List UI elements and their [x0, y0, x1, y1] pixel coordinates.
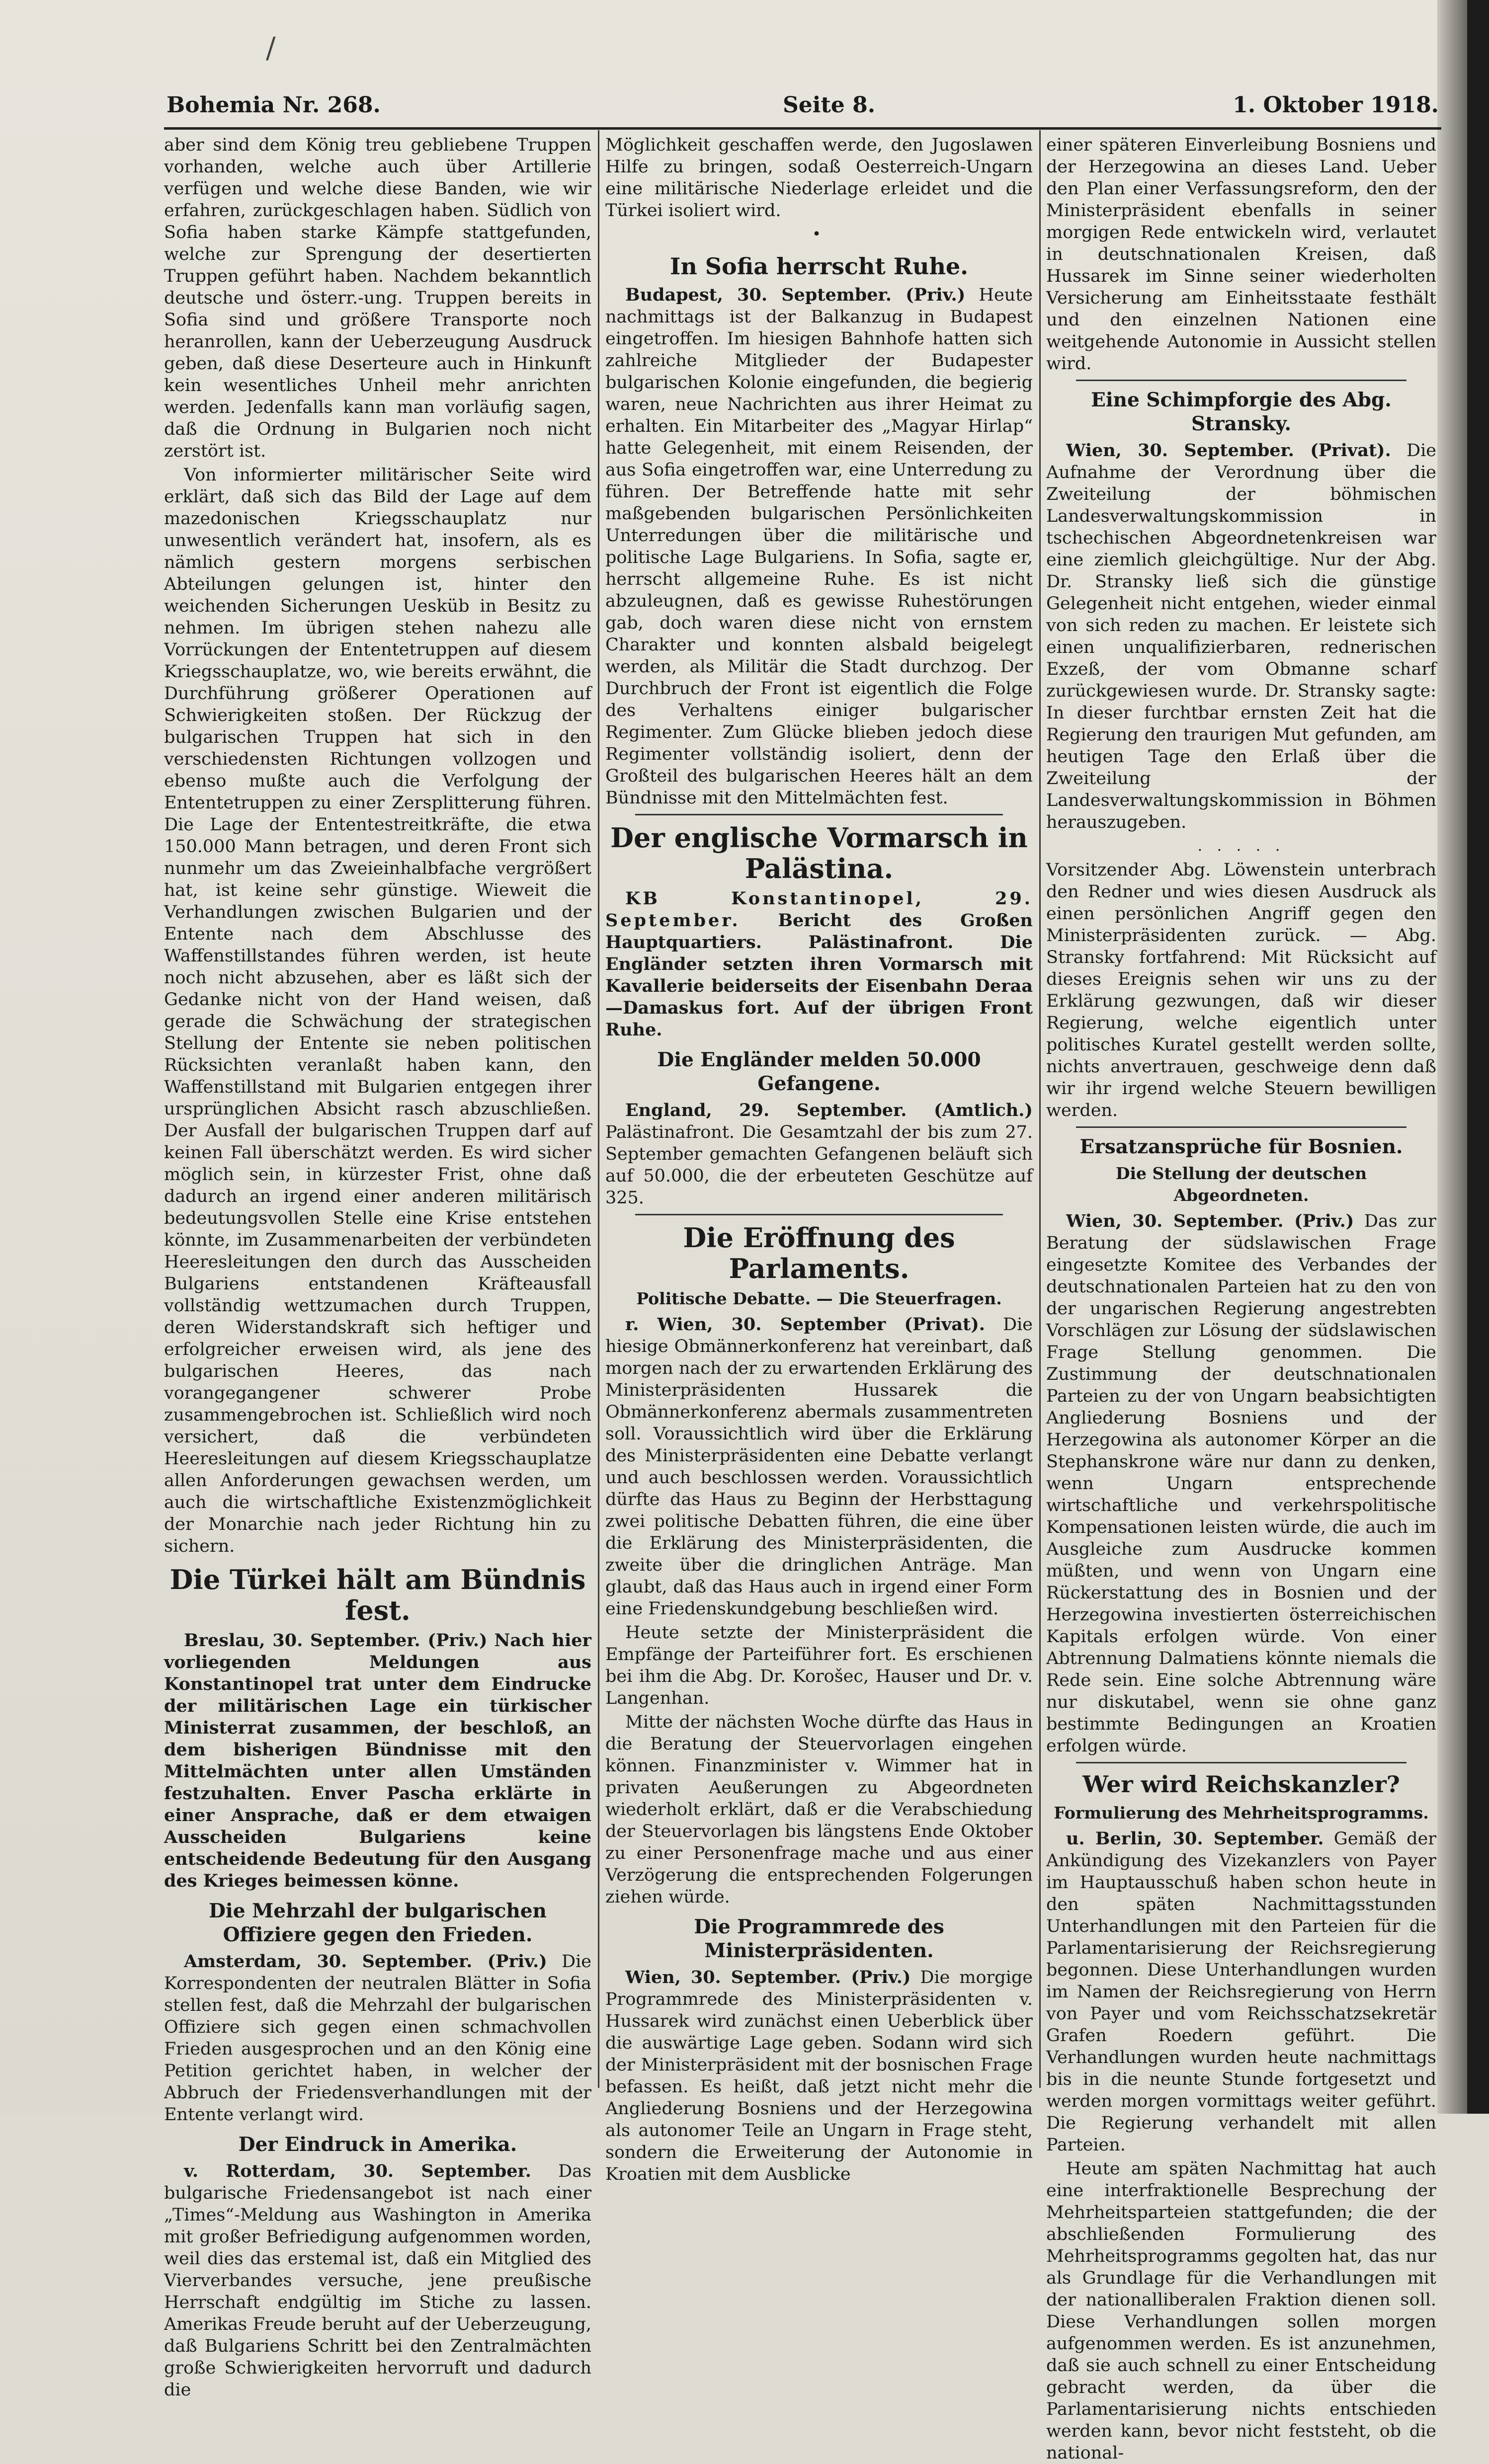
- separator-rule: [1076, 1762, 1406, 1763]
- paragraph: Vorsitzender Abg. Löwenstein unterbrach den Redner und wies diesen Ausdruck als einen persönlichen Angriff gegen den Ministerpräsidenten zurück. — Abg. Stransky fortfahrend: Mit Rücksicht auf dieses Ereignis sehen wir uns zu der Erklärung gezwungen, daß wir dieser Regierung, welche eigentlich unter politisches Kuratel gestellt werden sollte, nichts anvertrauen, geschweige denn daß wir ihr irgend welche Steuern bewilligen werden.: [1046, 860, 1436, 1120]
- newspaper-issue: Bohemia Nr. 268.: [166, 92, 381, 118]
- scan-edge: [1467, 0, 1489, 2114]
- article-subheadline: Die Stellung der deutschen Abgeordneten.: [1115, 1164, 1367, 1205]
- pen-mark: /: [266, 31, 276, 65]
- article-headline: Die Mehrzahl der bulgarischen Offiziere gegen den Frieden.: [209, 1900, 547, 1946]
- scan-edge-shadow: [1437, 0, 1467, 2114]
- column-3: [1046, 134, 1436, 2463]
- paragraph: einer späteren Einverleibung Bosniens und der Herzegowina an dieses Land. Ueber den Plan einer Verfassungsreform, den der Ministerpräsident ebenfalls in seiner morgigen Rede entwickeln wird, verlautet in deutschnationalen Kreisen, daß Hussarek im Sinne seiner wiederholten Versicherung am Einheitsstaate festhält und den einzelnen Nationen eine weitgehende Autonomie in Aussicht stellen wird.: [1046, 135, 1436, 374]
- separator-rule: [635, 1214, 1003, 1215]
- column-2: [605, 134, 1033, 2184]
- separator-rule: [1076, 380, 1406, 381]
- dateline: England, 29. September. (Amtlich.): [625, 1100, 1033, 1120]
- article-headline: Wer wird Reichskanzler?: [1082, 1771, 1400, 1798]
- article-headline: Ersatzansprüche für Bosnien.: [1079, 1135, 1403, 1158]
- paragraph: Heute am späten Nachmittag hat auch eine interfraktionelle Besprechung der Mehrheitsparteien stattgefunden; die der abschließenden Formulierung des Mehrheitsprogramms gegolten hat, das nur als Grundlage für die Verhandlungen mit der nationalliberalen Fraktion dienen soll. Diese Verhandlungen sollen morgen aufgenommen werden. Es ist anzunehmen, daß sie auch schnell zu einer Entscheidung gebracht werden, da über die Parlamentarisierung nichts entschieden werden kann, bevor nicht feststeht, ob die national-: [1046, 2159, 1436, 2463]
- separator-rule: [635, 814, 1003, 815]
- dateline: Wien, 30. September. (Priv.): [1066, 1211, 1354, 1231]
- paragraph: Möglichkeit geschaffen werde, den Jugoslawen Hilfe zu bringen, sodaß Oesterreich-Ungarn eine militärische Niederlage erleidet und die Türkei isoliert wird.: [605, 135, 1033, 221]
- paragraph: Von informierter militärischer Seite wird erklärt, daß sich das Bild der Lage auf dem mazedonischen Kriegsschauplatz nur unwesentlich verändert hat, insofern, als es nämlich gestern morgens serbischen Abteilungen gelungen ist, hinter den weichenden Sicherungen Uesküb in Besitz zu nehmen. Im übrigen stehen nahezu alle Vorrückungen der Ententetruppen auf diesem Kriegsschauplatze, wo, wie bereits erwähnt, die Durchführung größerer Operationen auf Schwierigkeiten stoßen. Der Rückzug der bulgarischen Truppen hat sich in den verschiedensten Richtungen vollzogen und ebenso mußte auch die Verfolgung der Ententetruppen zu einer Zersplitterung führen. Die Lage der Ententestreitkräfte, die etwa 150.000 Mann betragen, und deren Front sich nunmehr um das Zweieinhalbfache vergrößert hat, ist keine sehr günstige. Wieweit die Verhandlungen zwischen Bulgarien und der Entente nach dem Abschlusse des Waffenstillstandes führen werden, ist heute noch nicht abzusehen, aber es läßt sich der Gedanke nicht von der Hand weisen, daß gerade die Schwächung der strategischen Stellung der Entente sie neben politischen Rücksichten veranlaßt haben kann, den Waffenstillstand mit Bulgarien entgegen ihrer ursprünglichen Absicht rasch abzuschließen. Der Ausfall der bulgarischen Truppen darf auf keinen Fall überschätzt werden. Es wird sicher möglich sein, in kürzester Frist, ohne daß dadurch an irgend einer anderen militärisch bedeutungsvollen Stelle eine Krise entstehen könnte, im Zusammenarbeiten der verbündeten Heeresleitungen den durch das Ausscheiden Bulgariens entstandenen Kräfteausfall vollständig wettzumachen durch Truppen, deren Widerstandskraft sich heftiger und erfolgreicher erweisen wird, als jene des bulgarischen Heeres, das nach vorangegangener schwerer Probe zusammengebrochen ist. Schließlich wird noch versichert, daß die verbündeten Heeresleitungen auf diesem Kriegsschauplatze allen Anforderungen gewachsen werden, um auch die wirtschaftliche Existenzmöglichkeit der Monarchie nach jeder Richtung hin zu sichern.: [164, 465, 591, 1556]
- article-text: Gemäß der Ankündigung des Vizekanzlers von Payer im Hauptausschuß haben schon heute in den späten Nachmittagsstunden Unterhandlungen mit den Parteien für die Parlamentarisierung der Reichsregierung begonnen. Diese Unterhandlungen wurden im Namen der Reichsregierung von Herrn von Payer und vom Reichsschatzsekretär Grafen Roedern geführt. Die Verhandlungen wurden heute nachmittags bis in die neunte Stunde fortgesetzt und werden morgen vormittags weiter geführt. Die Regierung verhandelt mit allen Parteien.: [1046, 1829, 1436, 2155]
- paragraph: Mitte der nächsten Woche dürfte das Haus in die Beratung der Steuervorlagen eingehen können. Finanzminister v. Wimmer hat in privaten Aeußerungen zu Abgeordneten wiederholt erklärt, daß er die Verabschiedung der Steuervorlagen bis längstens Ende Oktober zu einer Personenfrage mache und aus einer Verzögerung die entsprechenden Folgerungen ziehen würde.: [605, 1712, 1033, 1907]
- article-text: Die Aufnahme der Verordnung über die Zweiteilung der böhmischen Landesverwaltungskommission in tschechischen Abgeordnetenkreisen war eine ziemlich gleichgültige. Nur der Abg. Dr. Stransky ließ sich die günstige Gelegenheit nicht entgehen, wieder einmal von sich reden zu machen. Er leistete sich einen unqualifizierbaren, rednerischen Exzeß, der vom Obmanne scharf zurückgewiesen wurde. Dr. Stransky sagte: In dieser furchtbar ernsten Zeit hat die Regierung den traurigen Mut gefunden, am heutigen Tage den Erlaß über die Zweiteilung der Landesverwaltungskommission in Böhmen herauszugeben.: [1046, 441, 1436, 832]
- issue-date: 1. Oktober 1918.: [1233, 92, 1439, 118]
- paragraph: aber sind dem König treu gebliebene Truppen vorhanden, welche auch über Artillerie verfügen und welche diese Banden, wie wir erfahren, zurückgeschlagen haben. Südlich von Sofia haben starke Kämpfe stattgefunden, welche zur Sprengung der desertierten Truppen geführt haben. Nachdem bekanntlich deutsche und österr.-ung. Truppen bereits in Sofia sind und größere Transporte noch heranrollen, kann der Ueberzeugung Ausdruck geben, daß diese Deserteure auch in Hinkunft kein wesentliches Unheil mehr anrichten werden. Jedenfalls kann man vorläufig sagen, daß die Ordnung in Bulgarien noch nicht zerstört ist.: [164, 135, 591, 461]
- page-number: Seite 8.: [783, 92, 876, 118]
- article-subheadline: Die Engländer melden 50.000 Gefangene.: [657, 1048, 981, 1095]
- dateline: Budapest, 30. September. (Priv.): [625, 285, 966, 305]
- dateline: Wien, 30. September. (Priv.): [625, 1967, 911, 1987]
- dateline: v. Rotterdam, 30. September.: [184, 2161, 531, 2181]
- article-headline: Die Programmrede des Ministerpräsidenten.: [694, 1915, 944, 1962]
- article-headline: Der englische Vormarsch in Palästina.: [610, 822, 1028, 884]
- article-text: Die hiesige Obmännerkonferenz hat vereinbart, daß morgen nach der zu erwartenden Erklärung des Ministerpräsidenten Hussarek die Obmännerkonferenz abermals zusammentreten soll. Voraussichtlich wird über die Erklärung des Ministerpräsidenten eine Debatte verlangt und auch beschlossen werden. Voraussichtlich dürfte das Haus zu Beginn der Herbsttagung zwei politische Debatten führen, die eine über die Erklärung des Ministerpräsidenten, die zweite über die dringlichen Anträge. Man glaubt, daß das Haus auch in irgend einer Form eine Friedenskundgebung beschließen wird.: [605, 1315, 1033, 1619]
- dateline: Wien, 30. September. (Privat).: [1066, 440, 1391, 461]
- paragraph: Heute setzte der Ministerpräsident die Empfänge der Parteiführer fort. Es erschienen bei ihm die Abg. Dr. Korošec, Hauser und Dr. v. Langenhan.: [605, 1623, 1033, 1708]
- header-rule: [164, 127, 1441, 130]
- article-text: Bericht des Großen Hauptquartiers. Palästinafront. Die Engländer setzten ihren Vormarsch mit Kavallerie beiderseits der Eisenbahn Deraa—Damaskus fort. Auf der übrigen Front Ruhe.: [605, 910, 1033, 1040]
- column-divider: [598, 130, 599, 2088]
- dateline: Breslau, 30. September. (Priv.): [184, 1630, 488, 1651]
- article-subheadline: Politische Debatte. — Die Steuerfragen.: [636, 1289, 1002, 1308]
- article-subheadline: Formulierung des Mehrheitsprogramms.: [1054, 1803, 1429, 1823]
- article-text: Die Korrespondenten der neutralen Blätter in Sofia stellen fest, daß die Mehrzahl der bulgarischen Offiziere sich gegen einen schmachvollen Frieden ausgesprochen und an den König eine Petition gerichtet haben, in welcher der Abbruch der Friedensverhandlungen mit der Entente verlangt wird.: [164, 1952, 591, 2125]
- dateline: r. Wien, 30. September (Privat).: [625, 1314, 985, 1335]
- article-text: Die morgige Programmrede des Ministerpräsidenten v. Hussarek wird zunächst einen Ueberblick über die auswärtige Lage geben. Sodann wird sich der Ministerpräsident mit der bosnischen Frage befassen. Es heißt, daß jetzt nicht mehr die Angliederung Bosniens und der Herzegowina als autonomer Teile an Ungarn in Frage steht, sondern die Erweiterung der Autonomie in Kroatien mit dem Ausblicke: [605, 1968, 1033, 2184]
- dateline: Amsterdam, 30. September. (Priv.): [184, 1951, 547, 1972]
- article-headline: Die Eröffnung des Parlaments.: [683, 1222, 955, 1284]
- article-headline: In Sofia herrscht Ruhe.: [669, 253, 969, 280]
- article-text: Heute nachmittags ist der Balkanzug in Budapest eingetroffen. Im hiesigen Bahnhofe hatten sich zahlreiche Mitglieder der Budapester bulgarischen Kolonie eingefunden, die begierig waren, neue Nachrichten aus ihrer Heimat zu erhalten. Ein Mitarbeiter des „Magyar Hirlap“ hatte Gelegenheit, mit einem Reisenden, der aus Sofia eingetroffen war, eine Unterredung zu führen. Der Betreffende hatte mit sehr maßgebenden bulgarischen Persönlichkeiten Unterredungen über die militärische und politische Lage Bulgariens. In Sofia, sagte er, herrscht allgemeine Ruhe. Es ist nicht abzuleugnen, daß es gewisse Ruhestörungen gab, doch waren diese nicht von ernstem Charakter und konnten alsbald beigelegt werden, als Militär die Stadt durchzog. Der Durchbruch der Front ist eigentlich die Folge des Verhaltens einiger bulgarischer Regimenter. Zum Glücke blieben jedoch diese Regimenter vollständig isoliert, denn der Großteil des bulgarischen Heeres hält an dem Bündnisse mit den Mittelmächten fest.: [605, 285, 1033, 808]
- separator: •: [812, 226, 826, 243]
- separator-rule: [1076, 1126, 1406, 1128]
- article-text: Das bulgarische Friedensangebot ist nach einer „Times“-Meldung aus Washington in Amerika mit großer Befriedigung aufgenommen worden, weil dies das erstemal ist, daß ein Mitglied des Vierverbandes versuche, jene preußische Herrschaft endgültig im Stiche zu lassen. Amerikas Freude beruht auf der Ueberzeugung, daß Bulgariens Schritt bei den Zentralmächten große Schwierigkeiten hervorruft und dadurch die: [164, 2161, 591, 2400]
- dateline: u. Berlin, 30. September.: [1066, 1828, 1324, 1849]
- article-headline: Der Eindruck in Amerika.: [238, 2133, 517, 2156]
- article-headline: Eine Schimpforgie des Abg. Stransky.: [1091, 389, 1392, 435]
- article-text: Palästinafront. Die Gesamtzahl der bis zum 27. September gemachten Gefangenen beläuft sich auf 50.000, die der erbeuteten Geschütze auf 325.: [605, 1122, 1033, 1208]
- article-text: Nach hier vorliegenden Meldungen aus Konstantinopel trat unter dem Eindrucke der militärischen Lage ein türkischer Ministerrat zusammen, der beschloß, an dem bisherigen Bündnisse mit den Mittelmächten unter allen Umständen festzuhalten. Enver Pascha erklärte in einer Ansprache, daß er dem etwaigen Ausscheiden Bulgariens keine entscheidende Bedeutung für den Ausgang des Krieges beimessen könne.: [164, 1630, 591, 1891]
- dateline: KB Konstantinopel, 29. September.: [605, 888, 1033, 931]
- page-header: [166, 92, 1439, 122]
- column-divider: [1039, 130, 1041, 2088]
- separator: . . . . .: [1197, 837, 1285, 855]
- column-1: [164, 134, 591, 2400]
- article-headline: Die Türkei hält am Bündnis fest.: [169, 1564, 586, 1626]
- article-text: Das zur Beratung der südslawischen Frage eingesetzte Komitee des Verbandes der deutschnationalen Parteien hat zu den von der ungarischen Regierung angestrebten Vorschlägen zur Lösung der südslawischen Frage Stellung genommen. Die Zustimmung der deutschnationalen Parteien zu der von Ungarn beabsichtigten Angliederung Bosniens und der Herzegowina als autonomer Körper an die Stephanskrone wäre nur dann zu denken, wenn Ungarn entsprechende wirtschaftliche und verkehrspolitische Kompensationen leisten würde, die auch im Ausgleiche zum Ausdrucke kommen müßten, und wenn von Ungarn eine Rückerstattung des in Bosnien und der Herzegowina investierten österreichischen Kapitals erfolgen würde. Von einer Abtrennung Dalmatiens könnte niemals die Rede sein. Eine solche Abtrennung wäre nur diskutabel, wenn sie ohne ganz bestimmte Bedingungen an Kroatien erfolgen würde.: [1046, 1211, 1436, 1756]
